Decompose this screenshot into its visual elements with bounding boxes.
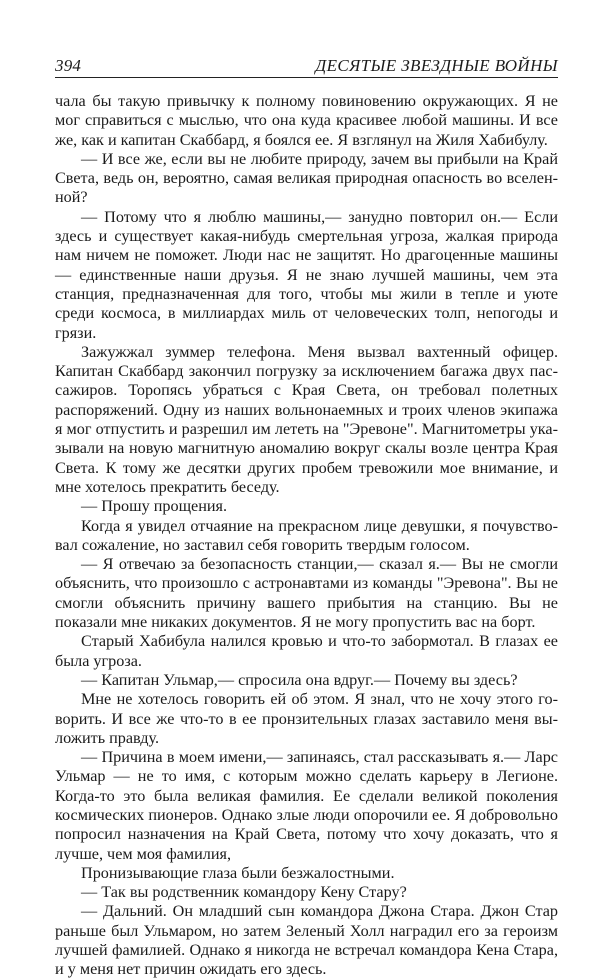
paragraph: — Так вы родственник командору Кену Стару? (81, 883, 407, 902)
book-page (55, 56, 558, 980)
page-number: 394 (55, 56, 82, 75)
paragraph: — Дальний. Он младший сын командора Джона Стара. Джон Стар раньше был Ульмаром, но затем Зеленый Холл наградил его за героизм лучшей фамилией. Однако я никогда не встречал командора Кена Стара, и у меня нет причин ожидать его здесь. (55, 902, 558, 979)
body-text (55, 92, 558, 980)
paragraph: Старый Хабибула налился кровью и что-то забормотал. В глазах ее была угроза. (55, 632, 558, 670)
running-header (55, 56, 558, 78)
paragraph: — Прошу прощения. (81, 497, 228, 516)
paragraph: — Причина в моем имени,— запинаясь, стал рассказывать я.— Ларс Ульмар — не то имя, с которым можно сделать карьеру в Легионе. Когда-то это была великая фамилия. Ее сделали великой поколения космических пионеров. Однако злые люди опорочили ее. Я добровольно попросил назначения на Край Света, потому что хочу доказать, что я лучше, чем моя фамилия, (55, 748, 558, 863)
paragraph: — Капитан Ульмар,— спросила она вдруг.— Почему вы здесь? (81, 670, 518, 689)
running-title: ДЕСЯТЫЕ ЗВЕЗДНЫЕ ВОЙНЫ (315, 56, 558, 75)
paragraph: — Потому что я люблю машины,— занудно повторил он.— Если здесь и существует какая-нибудь смертельная угроза, жалкая природа нам ничем не поможет. Люди нас не защитят. Но драгоценные машины — единственные наши друзья. Я не знаю лучшей машины, чем эта станция, предназначенная для того, чтобы мы жили в тепле и уюте среди космоса, в миллиардах миль от человеческих толп, непогоды и грязи. (55, 207, 558, 342)
paragraph: — Я отвечаю за безопасность станции,— сказал я.— Вы не смогли объяснить, что произошло с астронавтами из команды "Эревона". Вы не смогли объяснить причину вашего прибытия на станцию. Вы не показали мне никаких документов. Я не могу пропустить вас на борт. (55, 555, 558, 632)
paragraph: Когда я увидел отчаяние на прекрасном лице девушки, я почувствовал сожаление, но заставил себя говорить твердым голосом. (55, 516, 558, 554)
paragraph: Пронизывающие глаза были безжалостными. (81, 863, 395, 882)
paragraph: Мне не хотелось говорить ей об этом. Я знал, что не хочу этого говорить. И все же что-то в ее пронзительных глазах заставило меня выложить правду. (55, 690, 558, 747)
paragraph: Зажужжал зуммер телефона. Меня вызвал вахтенный офицер. Капитан Скаббард закончил погрузку за исключением багажа двух пассажиров. Торопясь убраться с Края Света, он требовал полетных распоряжений. Одну из наших вольнонаемных и троих членов экипажа я мог отпустить и разрешил им лететь на "Эревоне". Магнитометры указывали на новую магнитную аномалию вокруг скалы возле центра Края Света. К тому же десятки других пробем тревожили мое внимание, и мне хотелось прекратить беседу. (55, 342, 558, 496)
paragraph: чала бы такую привычку к полному повиновению окружающих. Я не мог справиться с мыслью, что она куда красивее любой машины. И все же, как и капитан Скаббард, я боялся ее. Я взглянул на Жиля Хабибулу. (55, 92, 558, 149)
paragraph: — И все же, если вы не любите природу, зачем вы прибыли на Край Света, ведь он, вероятно, самая великая природная опасность во вселенной? (55, 149, 558, 207)
